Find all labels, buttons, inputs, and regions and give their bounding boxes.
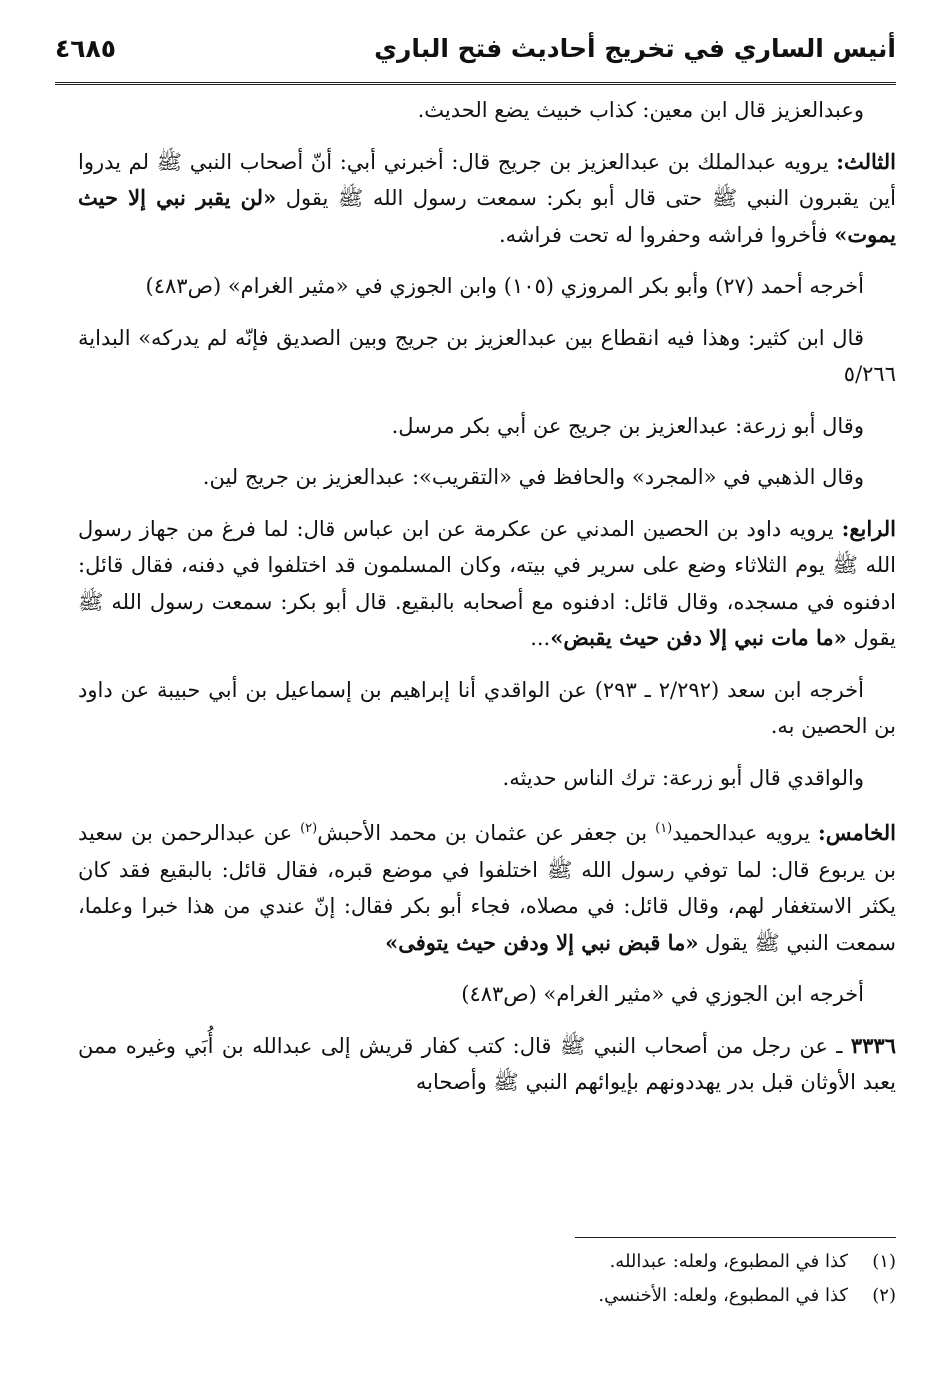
footnote-1 (78, 1245, 896, 1279)
footnote-2 (78, 1279, 896, 1313)
section-label: الخامس: (818, 820, 896, 845)
footnote-number: (١) (872, 1251, 896, 1272)
section-label: الثالث: (836, 148, 896, 174)
paragraph-4: قال ابن كثير: وهذا فيه انقطاع بين عبدالعزيز بن جريج وبين الصديق فإنّه لم يدركه» البداية ٥/٢٦٦ (78, 325, 896, 386)
footnote-number: (٢) (872, 1285, 896, 1306)
page-number: ٤٦٨٥ (55, 34, 117, 63)
footnote-text: كذا في المطبوع، ولعله: عبدالله. (609, 1251, 848, 1272)
footnote-ref-2[interactable]: (٢) (300, 821, 318, 836)
footnotes (78, 1245, 896, 1313)
hadith-number: ٣٣٣٦ (850, 1032, 896, 1058)
paragraph-12: ٣٣٣٦ ـ عن رجل من أصحاب النبي ﷺ قال: كتب كفار قريش إلى عبدالله بن أُبَي وغيره ممن يعبد الأوثان قبل بدر يهددونهم بإيوائهم النبي ﷺ وأصحابه (78, 1032, 896, 1094)
footnote-text: كذا في المطبوع، ولعله: الأخنسي. (598, 1285, 848, 1306)
paragraph-3: أخرجه أحمد (٢٧) وأبو بكر المروزي (١٠٥) وابن الجوزي في «مثير الغرام» (ص٤٨٣) (145, 274, 864, 298)
hadith-quote: «ما قبض نبي إلا ودفن حيث يتوفى» (385, 929, 699, 955)
paragraph-6: وقال الذهبي في «المجرد» والحافظ في «التقريب»: عبدالعزيز بن جريج لين. (202, 465, 864, 489)
paragraph-2: الثالث: يرويه عبدالملك بن عبدالعزيز بن جريج قال: أخبرني أبي: أنّ أصحاب النبي ﷺ لم يدروا أين يقبرون النبي ﷺ حتى قال أبو بكر: سمعت رسول الله ﷺ يقول «لن يقبر نبي إلا حيث يموت» فأخروا فراشه وحفروا له تحت فراشه. (78, 148, 896, 247)
paragraph-7: الرابع: يرويه داود بن الحصين المدني عن عكرمة عن ابن عباس قال: لما فرغ من جهاز رسول الله ﷺ يوم الثلاثاء وضع على سرير في بيته، وكان المسلمون قد اختلفوا في دفنه، فقال قائل: ادفنوه في مسجده، وقال قائل: ادفنوه مع أصحابه بالبقيع. قال أبو بكر: سمعت رسول الله ﷺ يقول «ما مات نبي إلا دفن حيث يقبض»... (78, 515, 896, 650)
footnote-ref-1[interactable]: (١) (655, 821, 673, 836)
book-title: أنيس الساري في تخريج أحاديث فتح الباري (374, 34, 896, 63)
paragraph-8: أخرجه ابن سعد (٢/٢٩٢ ـ ٢٩٣) عن الواقدي أنا إبراهيم بن إسماعيل بن أبي حبيبة عن داود بن الحصين به. (78, 677, 896, 738)
paragraph-10: الخامس: يرويه عبدالحميد$^{(١)}$ بن جعفر عن عثمان بن محمد الأحبش$^{(٢)}$ عن عبدالرحمن بن سعيد بن يربوع قال: لما توفي رسول الله ﷺ اختلفوا في موضع قبره، فقال قائل: بالبقيع فقد كان يكثر الاستغفار لهم، وقال قائل: في مصلاه، فجاء أبو بكر فقال: إنّ عندي من هذا خبرا وعلما، سمعت النبي ﷺ يقول «ما قبض نبي إلا ودفن حيث يتوفى» (78, 820, 896, 955)
paragraph-9: والواقدي قال أبو زرعة: ترك الناس حديثه. (502, 765, 864, 790)
section-label: الرابع: (841, 515, 896, 541)
footnote-separator (575, 1237, 896, 1238)
hadith-quote: «لن يقبر نبي إلا حيث يموت» (78, 185, 896, 247)
paragraph-1: وعبدالعزيز قال ابن معين: كذاب خبيث يضع الحديث. (417, 98, 864, 122)
hadith-quote: «ما مات نبي إلا دفن حيث يقبض» (550, 625, 847, 650)
main-text (78, 92, 896, 1116)
paragraph-5: وقال أبو زرعة: عبدالعزيز بن جريج عن أبي بكر مرسل. (391, 413, 864, 438)
paragraph-11: أخرجه ابن الجوزي في «مثير الغرام» (ص٤٨٣) (461, 982, 864, 1006)
running-header (55, 30, 896, 85)
